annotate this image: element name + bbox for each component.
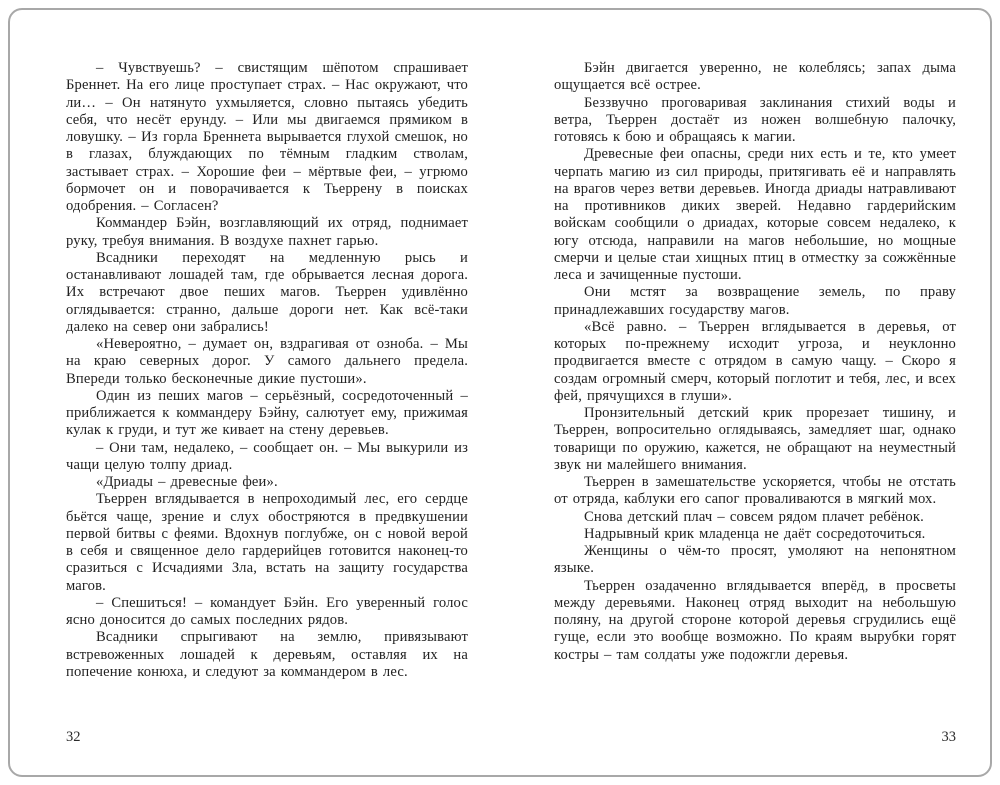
page-left <box>66 60 468 722</box>
paragraph: Всадники спрыгивают на землю, привязывают встревоженных лошадей к деревьям, оставляя их на попечение конюха, и следуют за коммандером в лес. <box>66 629 468 680</box>
paragraph: Они мстят за возвращение земель, по праву принадлежавших государству магов. <box>554 284 956 318</box>
paragraph: – Чувствуешь? – свистящим шёпотом спрашивает Бреннет. На его лице проступает страх. – Нас окружают, что ли… – Он натянуто ухмыляется, словно пытаясь убедить себя, что несёт ерунду. – Или мы двигаемся прямиком в ловушку. – Из горла Бреннета вырывается глухой смешок, но в глазах, блуждающих по тёмным гладким стволам, застывает страх. – Хорошие феи – мёртвые феи, – угрюмо бормочет он и поворачивается к Тьеррену в поисках одобрения. – Согласен? <box>66 60 468 214</box>
page-right <box>554 60 956 722</box>
page-number-left: 32 <box>66 729 81 745</box>
paragraph: Тьеррен вглядывается в непроходимый лес, его сердце бьётся чаще, зрение и слух обостряются в предвкушении первой битвы с феями. Вдохнув поглубже, он с новой верой в себя и священное дело гардерийцев готовится наконец-то сразиться с Исчадиями Зла, встать на защиту государства магов. <box>66 491 468 594</box>
paragraph: Пронзительный детский крик прорезает тишину, и Тьеррен, вопросительно оглядываясь, замедляет шаг, однако товарищи по оружию, кажется, не обращают на неуместный звук ни малейшего внимания. <box>554 405 956 473</box>
paragraph: – Они там, недалеко, – сообщает он. – Мы выкурили из чащи целую толпу дриад. <box>66 439 468 473</box>
paragraph: «Невероятно, – думает он, вздрагивая от озноба. – Мы на краю северных дорог. У самого дальнего предела. Впереди только бесконечные дикие пустоши». <box>66 336 468 387</box>
paragraph: Тьеррен озадаченно вглядывается вперёд, в просветы между деревьями. Наконец отряд выходит на небольшую поляну, на другой стороне которой деревья сгрудились ещё гуще, если это вообще возможно. По краям вырубки горят костры – там солдаты уже подожгли деревья. <box>554 577 956 663</box>
paragraph: «Всё равно. – Тьеррен вглядывается в деревья, от которых по-прежнему исходит угроза, и неуклонно продвигается вместе с отрядом в самую чащу. – Скоро я создам огромный смерч, который поглотит и тебя, лес, и всех фей, прячущихся в глуши». <box>554 318 956 404</box>
page-number-right: 33 <box>941 729 956 745</box>
paragraph: Коммандер Бэйн, возглавляющий их отряд, поднимает руку, требуя внимания. В воздухе пахнет гарью. <box>66 215 468 249</box>
paragraph: – Спешиться! – командует Бэйн. Его уверенный голос ясно доносится до самых последних рядов. <box>66 594 468 628</box>
paragraph: Беззвучно проговаривая заклинания стихий воды и ветра, Тьеррен достаёт из ножен волшебную палочку, готовясь к бою и обращаясь к магии. <box>554 94 956 145</box>
paragraph: Бэйн двигается уверенно, не колеблясь; запах дыма ощущается всё острее. <box>554 60 956 94</box>
paragraph: Надрывный крик младенца не даёт сосредоточиться. <box>584 525 926 542</box>
paragraph: Всадники переходят на медленную рысь и останавливают лошадей там, где обрывается лесная дорога. Их встречают двое пеших магов. Тьеррен удивлённо оглядывается: странно, дальше дороги нет. Как всё-таки далеко на север они забрались! <box>66 249 468 335</box>
paragraph: Один из пеших магов – серьёзный, сосредоточенный – приближается к коммандеру Бэйну, салютует ему, прижимая кулак к груди, и тут же кивает на стену деревьев. <box>66 387 468 439</box>
paragraph: «Дриады – древесные феи». <box>96 474 278 490</box>
paragraph: Тьеррен в замешательстве ускоряется, чтобы не отстать от отряда, каблуки его сапог проваливаются в мягкий мох. <box>554 474 956 508</box>
book-frame <box>8 8 992 777</box>
paragraph: Снова детский плач – совсем рядом плачет ребёнок. <box>584 508 924 525</box>
paragraph: Женщины о чём-то просят, умоляют на непонятном языке. <box>554 543 956 577</box>
paragraph: Древесные феи опасны, среди них есть и те, кто умеет черпать магию из сил природы, притягивать её и направлять на врагов через ветви деревьев. Иногда дриады натравливают на противников диких зверей. Недавно гардерийским войскам сообщили о дриадах, которые совсем недалеко, к югу отсюда, направили на магов небольшие, но мощные смерчи и целые стаи хищных птиц в отместку за сожжённые леса и зачищенные пустоши. <box>554 146 956 283</box>
